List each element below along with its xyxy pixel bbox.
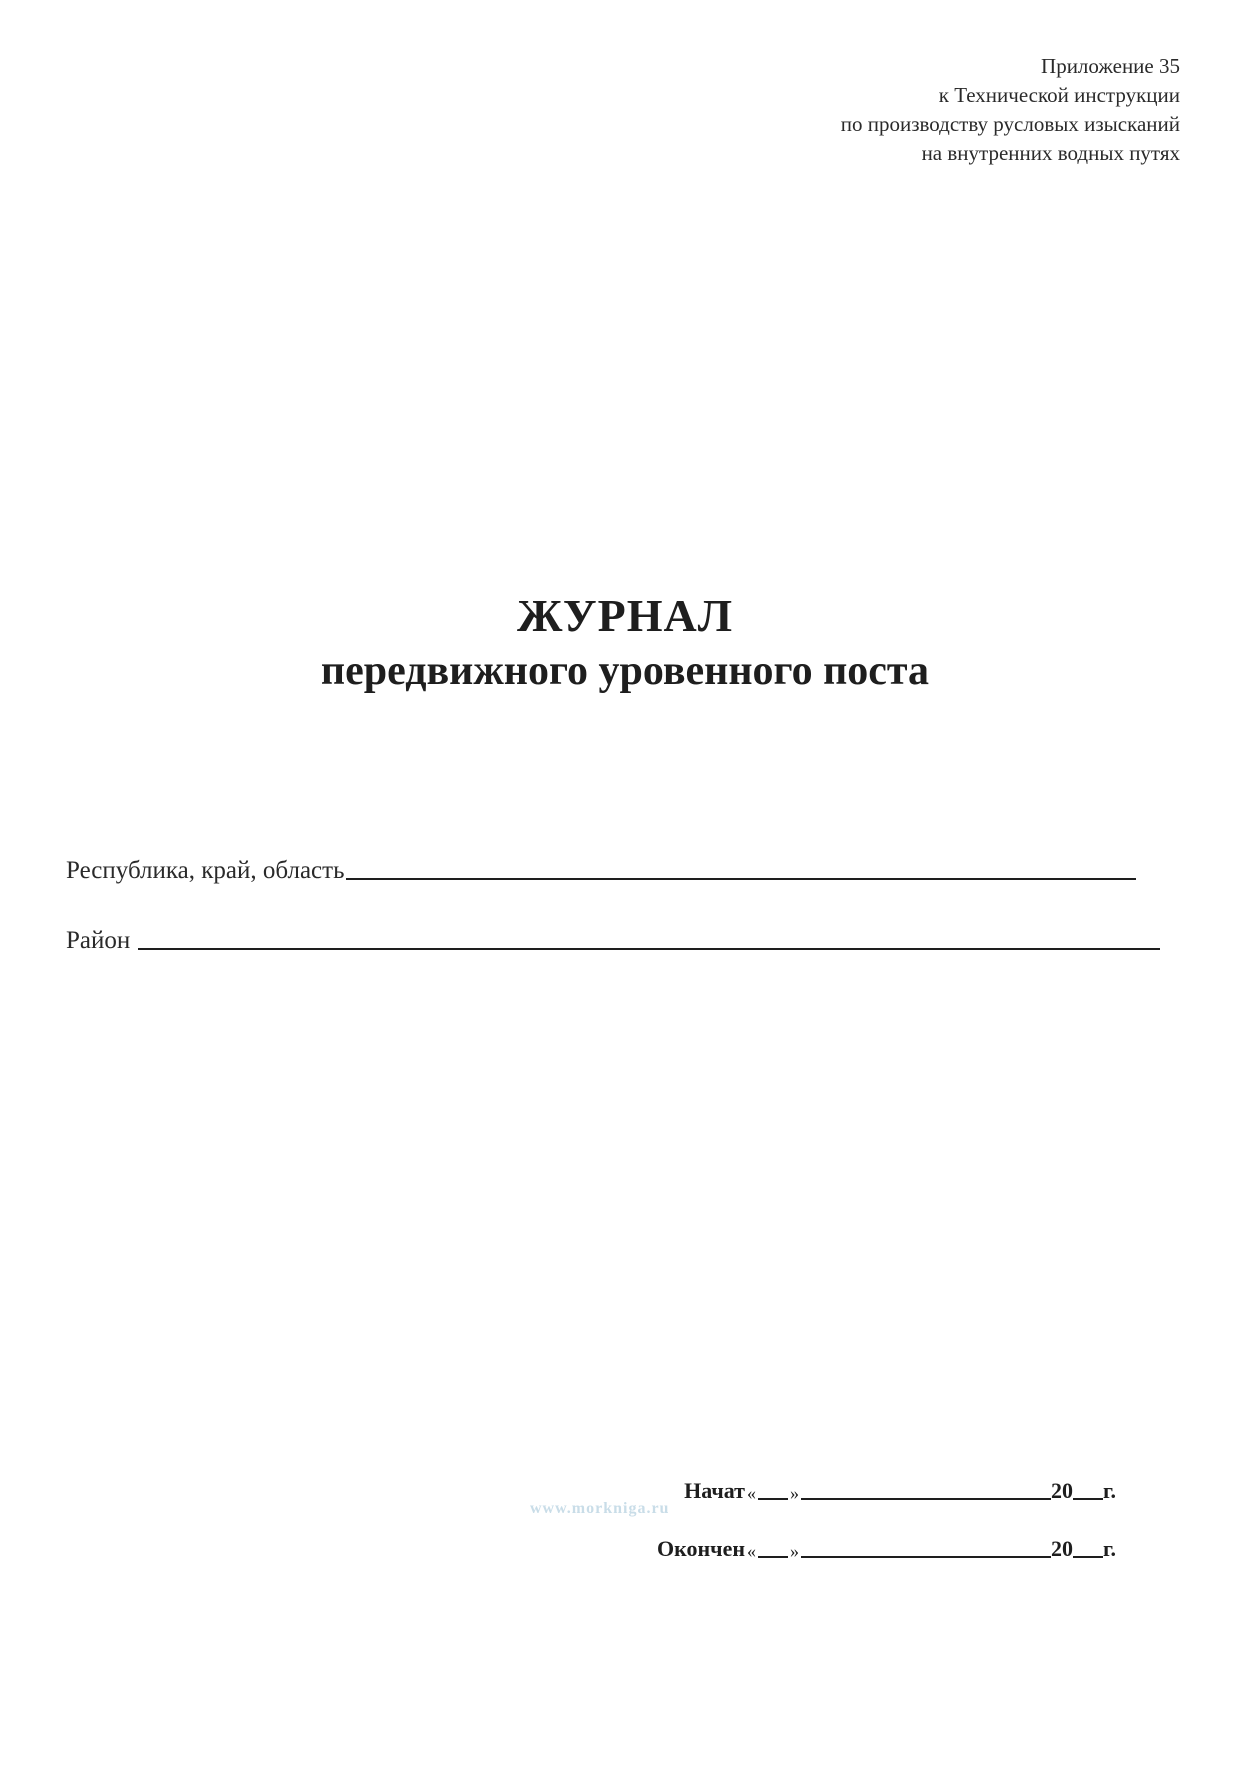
appendix-line: Приложение 35: [1041, 54, 1180, 78]
end-year-blank: [1073, 1536, 1103, 1558]
close-quote: »: [789, 1483, 799, 1503]
start-date-field: [657, 1478, 1116, 1504]
end-month-blank: [801, 1536, 1051, 1558]
document-title: [0, 588, 1250, 698]
end-date-field: [657, 1536, 1116, 1562]
end-year-suffix: г.: [1102, 1536, 1116, 1561]
district-label: Район: [66, 927, 131, 954]
title-subtitle: передвижного уровенного поста: [320, 648, 930, 694]
end-year-prefix: 20: [1050, 1536, 1073, 1561]
appendix-note: [841, 52, 1180, 168]
appendix-line: по производству русловых изысканий: [840, 112, 1180, 136]
region-label: Республика, край, область: [66, 857, 345, 884]
region-blank-line: [346, 856, 1136, 880]
district-blank-line: [138, 926, 1160, 950]
start-day-blank: [758, 1478, 788, 1500]
start-year-prefix: 20: [1050, 1478, 1073, 1503]
watermark: www.morkniga.ru: [530, 1500, 670, 1517]
title-main: ЖУРНАЛ: [517, 590, 733, 641]
open-quote: «: [746, 1483, 756, 1503]
end-day-blank: [758, 1536, 788, 1558]
appendix-line: на внутренних водных путях: [921, 141, 1180, 165]
close-quote: »: [789, 1541, 799, 1561]
start-year-blank: [1073, 1478, 1103, 1500]
district-field: [66, 926, 1178, 956]
start-month-blank: [801, 1478, 1051, 1500]
region-field: [66, 856, 1178, 886]
end-label: Окончен: [656, 1536, 746, 1561]
start-year-suffix: г.: [1102, 1478, 1116, 1503]
open-quote: «: [746, 1541, 756, 1561]
appendix-line: к Технической инструкции: [938, 83, 1180, 107]
start-label: Начат: [684, 1478, 745, 1503]
